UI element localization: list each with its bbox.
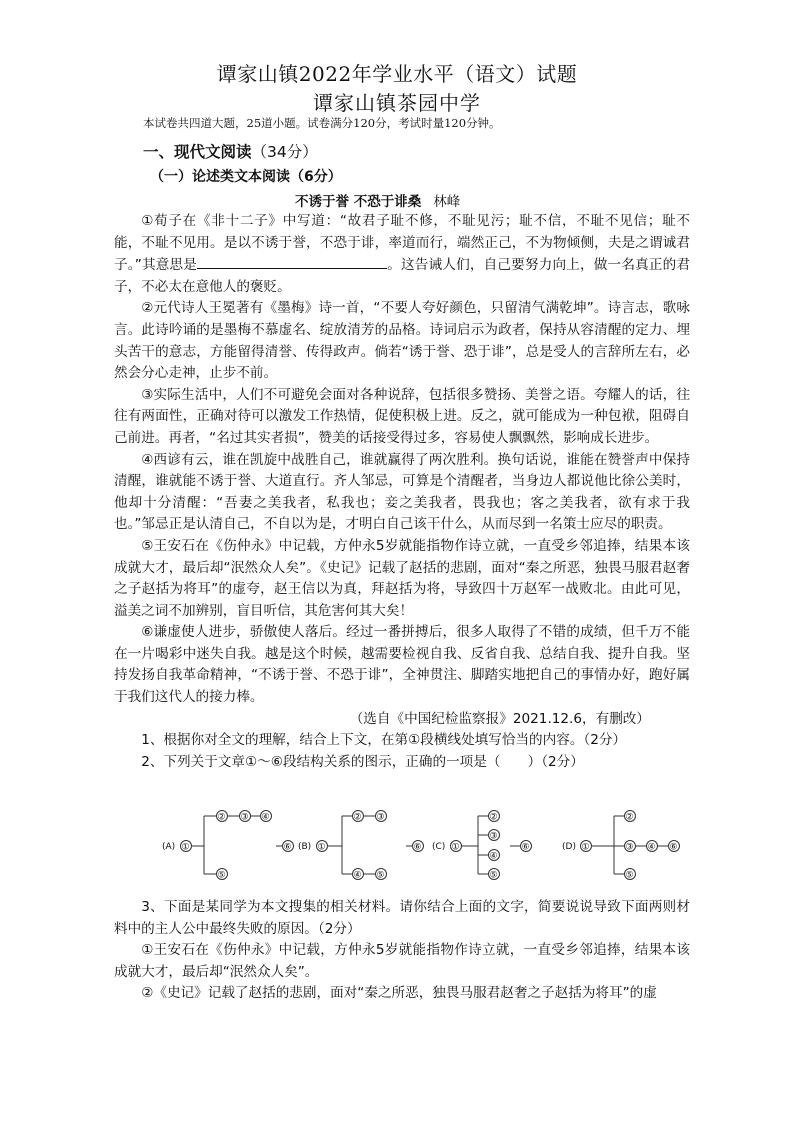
paragraph-1: ①荀子在《非十二子》中写道：“故君子耻不修，不耻见污；耻不信，不耻不见信；耻不能，不耻不见用。是以不诱于誉，不恐于诽，率道而行，端然正己，不为物倾侧，夫是之谓诚君子。”其意思是 。这告诫人们，自己要努力向上，做一名真正的君子，不必太在意他人的褒贬。 [114,213,690,295]
section-heading [143,140,318,162]
paragraph-5: ⑤王安石在《伤仲永》中记载，方仲永5岁就能指物作诗立就，一直受乡邻追捧，结果本该成就大才，最后却“泯然众人矣”。《史记》记载了赵括的悲剧，面对“秦之所恶，独畏马服君赵奢之子赵括为将耳”的虚夸，赵王信以为真，拜赵括为将，导致四十万赵军一战败北。由此可见，溢美之词不加辨别，盲目听信，其危害何其大矣！ [114,537,690,619]
paragraph-2: ②元代诗人王冕著有《墨梅》诗一首，“不要人夸好颜色，只留清气满乾坤”。诗言志，歌咏言。此诗吟诵的是墨梅不慕虚名、绽放清芳的品格。诗词启示为政者，保持从容清醒的定力、埋头苦干的意志，方能留得清誉、传得政声。倘若“诱于誉、恐于诽”，总是受人的言辞所左右，必然会分心走神，止步不前。 [114,300,690,382]
article-body [114,211,690,773]
paragraph-6: ⑥谦虚使人进步，骄傲使人落后。经过一番拼搏后，很多人取得了不错的成绩，但千万不能在一片喝彩中迷失自我。越是这个时候，越需要检视自我、反省自我、总结自我、提升自我。坚持发扬自我革命精神，“不诱于誉、不恐于诽”，全神贯注、脚踏实地把自己的事情办好，跑好属于我们这代人的接力棒。 [114,624,690,706]
question-3: 3、下面是某同学为本文搜集的相关材料。请你结合上面的文字，简要说说导致下面两则材料中的主人公中最终失败的原因。（2分） [114,899,690,937]
svg-text:①: ① [451,842,460,853]
structure-diagrams [150,802,690,892]
svg-text:④: ④ [353,870,362,881]
svg-text:④: ④ [261,812,270,823]
option-label: (C) [432,842,446,852]
svg-text:③: ③ [625,842,634,853]
svg-text:④: ④ [647,842,656,853]
question-1: 1、根据你对全文的理解，结合上下文，在第①段横线处填写恰当的内容。（2分） [141,732,627,749]
svg-text:⑥: ⑥ [521,842,530,853]
svg-text:①: ① [581,842,590,853]
answer-blank[interactable] [197,254,387,269]
svg-text:⑤: ⑤ [489,870,498,881]
question-3-block [114,897,690,1005]
paragraph-4: ④西谚有云，谁在凯旋中战胜自己，谁就赢得了两次胜利。换句话说，谁能在赞誉声中保持清醒，谁就能不诱于誉、大道直行。齐人邹忌，可算是个清醒者，当身边人都说他比徐公美时，他却十分清醒：“吾妻之美我者，私我也；妾之美我者，畏我也；客之美我者，欲有求于我也。”邹忌正是认清自己，不自以为是，才明白自己该干什么，从而尽到一名策士应尽的职责。 [114,451,690,533]
article-source: （选自《中国纪检监察报》2021.12.6，有删改） [349,710,650,727]
svg-text:①: ① [181,842,190,853]
svg-text:②: ② [217,812,226,823]
svg-text:③: ③ [240,812,249,823]
option-label: (B) [298,842,312,852]
diagram-a [162,811,294,881]
material-2: ②《史记》记载了赵括的悲剧，面对“秦之所恶，独畏马服君赵奢之子赵括为将耳”的虚 [141,985,657,1002]
svg-text:②: ② [353,812,362,823]
svg-text:⑥: ⑥ [669,842,678,853]
option-label: (D) [562,842,576,852]
svg-text:⑤: ⑤ [625,870,634,881]
svg-text:⑥: ⑥ [413,842,422,853]
article-title-line [295,190,460,210]
svg-text:⑥: ⑥ [283,842,292,853]
subsection-heading: （一）论述类文本阅读（6分） [150,169,342,185]
section-label: 一、现代文阅读 [143,143,252,161]
svg-text:③: ③ [376,812,385,823]
svg-text:①: ① [317,842,326,853]
svg-text:②: ② [625,812,634,823]
svg-text:⑤: ⑤ [376,870,385,881]
svg-text:②: ② [489,812,498,823]
paragraph-3: ③实际生活中，人们不可避免会面对各种说辞，包括很多赞扬、美誉之语。夸耀人的话，往往有两面性，正确对待可以激发工作热情，促使积极上进。反之，就可能成为一种包袱，阻碍自己前进。再者，“名过其实者损”，赞美的话接受得过多，容易使人飘飘然，影响成长进步。 [114,386,690,446]
svg-text:⑤: ⑤ [217,870,226,881]
article-author: 林峰 [433,194,461,210]
diagram-d [562,811,680,881]
option-label: (A) [162,842,176,852]
school-name: 谭家山镇茶园中学 [313,91,481,115]
diagram-b [298,811,424,881]
svg-text:④: ④ [489,851,498,862]
svg-text:③: ③ [489,831,498,842]
diagram-c [432,811,532,881]
question-2: 2、下列关于文章①～⑥段结构关系的图示，正确的一项是（ ）（2分） [141,753,584,770]
material-1: ①王安石在《伤仲永》中记载，方仲永5岁就能指物作诗立就，一直受乡邻追捧，结果本该成就大才，最后却“泯然众人矣”。 [114,942,690,980]
exam-note: 本试卷共四道大题，25道小题。试卷满分120分，考试时量120分钟。 [143,116,501,130]
section-points: （34分） [251,143,318,161]
exam-title: 谭家山镇2022年学业水平（语文）试题 [216,62,578,86]
article-title: 不诱于誉 不恐于诽桑 [295,194,422,210]
